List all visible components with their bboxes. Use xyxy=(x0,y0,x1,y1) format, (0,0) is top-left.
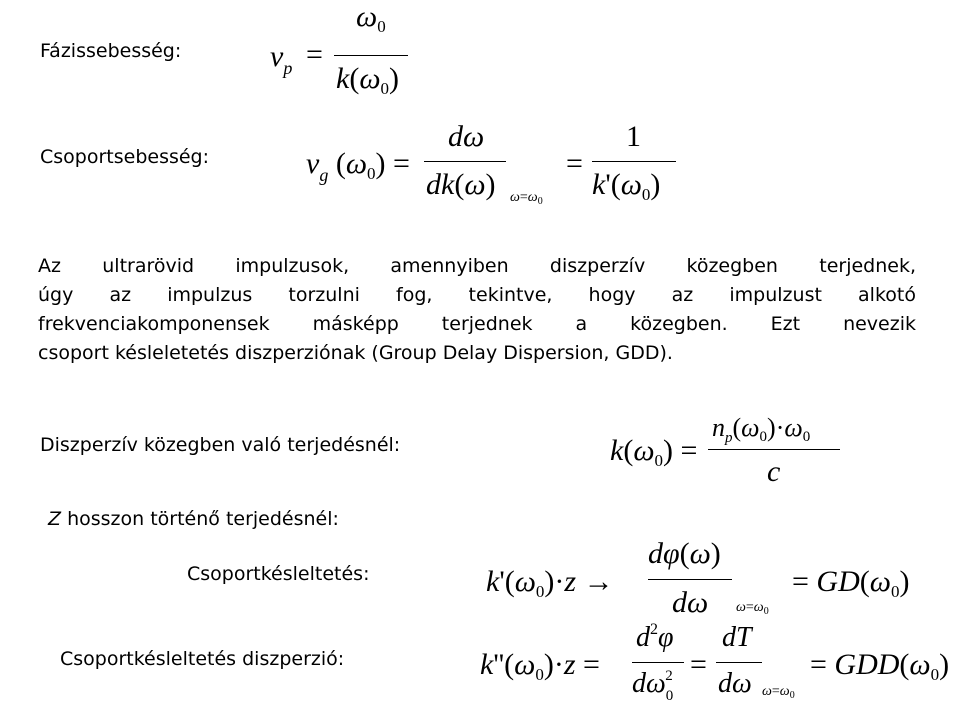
paragraph-line: úgy az impulzus torzulni fog, tekintve, hogy az impulzust alkotó xyxy=(38,284,916,306)
z-length-text: hosszon történő terjedésnél: xyxy=(61,508,339,530)
z-variable: Z xyxy=(48,508,62,530)
paragraph-line: csoport késleletetés diszperziónak (Group Delay Dispersion, GDD). xyxy=(38,342,673,364)
z-length-label xyxy=(48,508,339,530)
group-velocity-label: Csoportsebesség: xyxy=(40,146,210,168)
group-delay-label: Csoportkésleltetés: xyxy=(187,563,370,585)
paragraph-line: Az ultrarövid impulzusok, amennyiben diszperzív közegben terjednek, xyxy=(38,255,916,277)
dispersive-medium-label: Diszperzív közegben való terjedésnél: xyxy=(40,434,401,456)
phase-velocity-label: Fázissebesség: xyxy=(40,40,182,62)
description-paragraph xyxy=(38,252,916,368)
paragraph-line: frekvenciakomponensek másképp terjednek a közegben. Ezt nevezik xyxy=(38,313,916,335)
group-delay-dispersion-label: Csoportkésleltetés diszperzió: xyxy=(60,648,345,670)
